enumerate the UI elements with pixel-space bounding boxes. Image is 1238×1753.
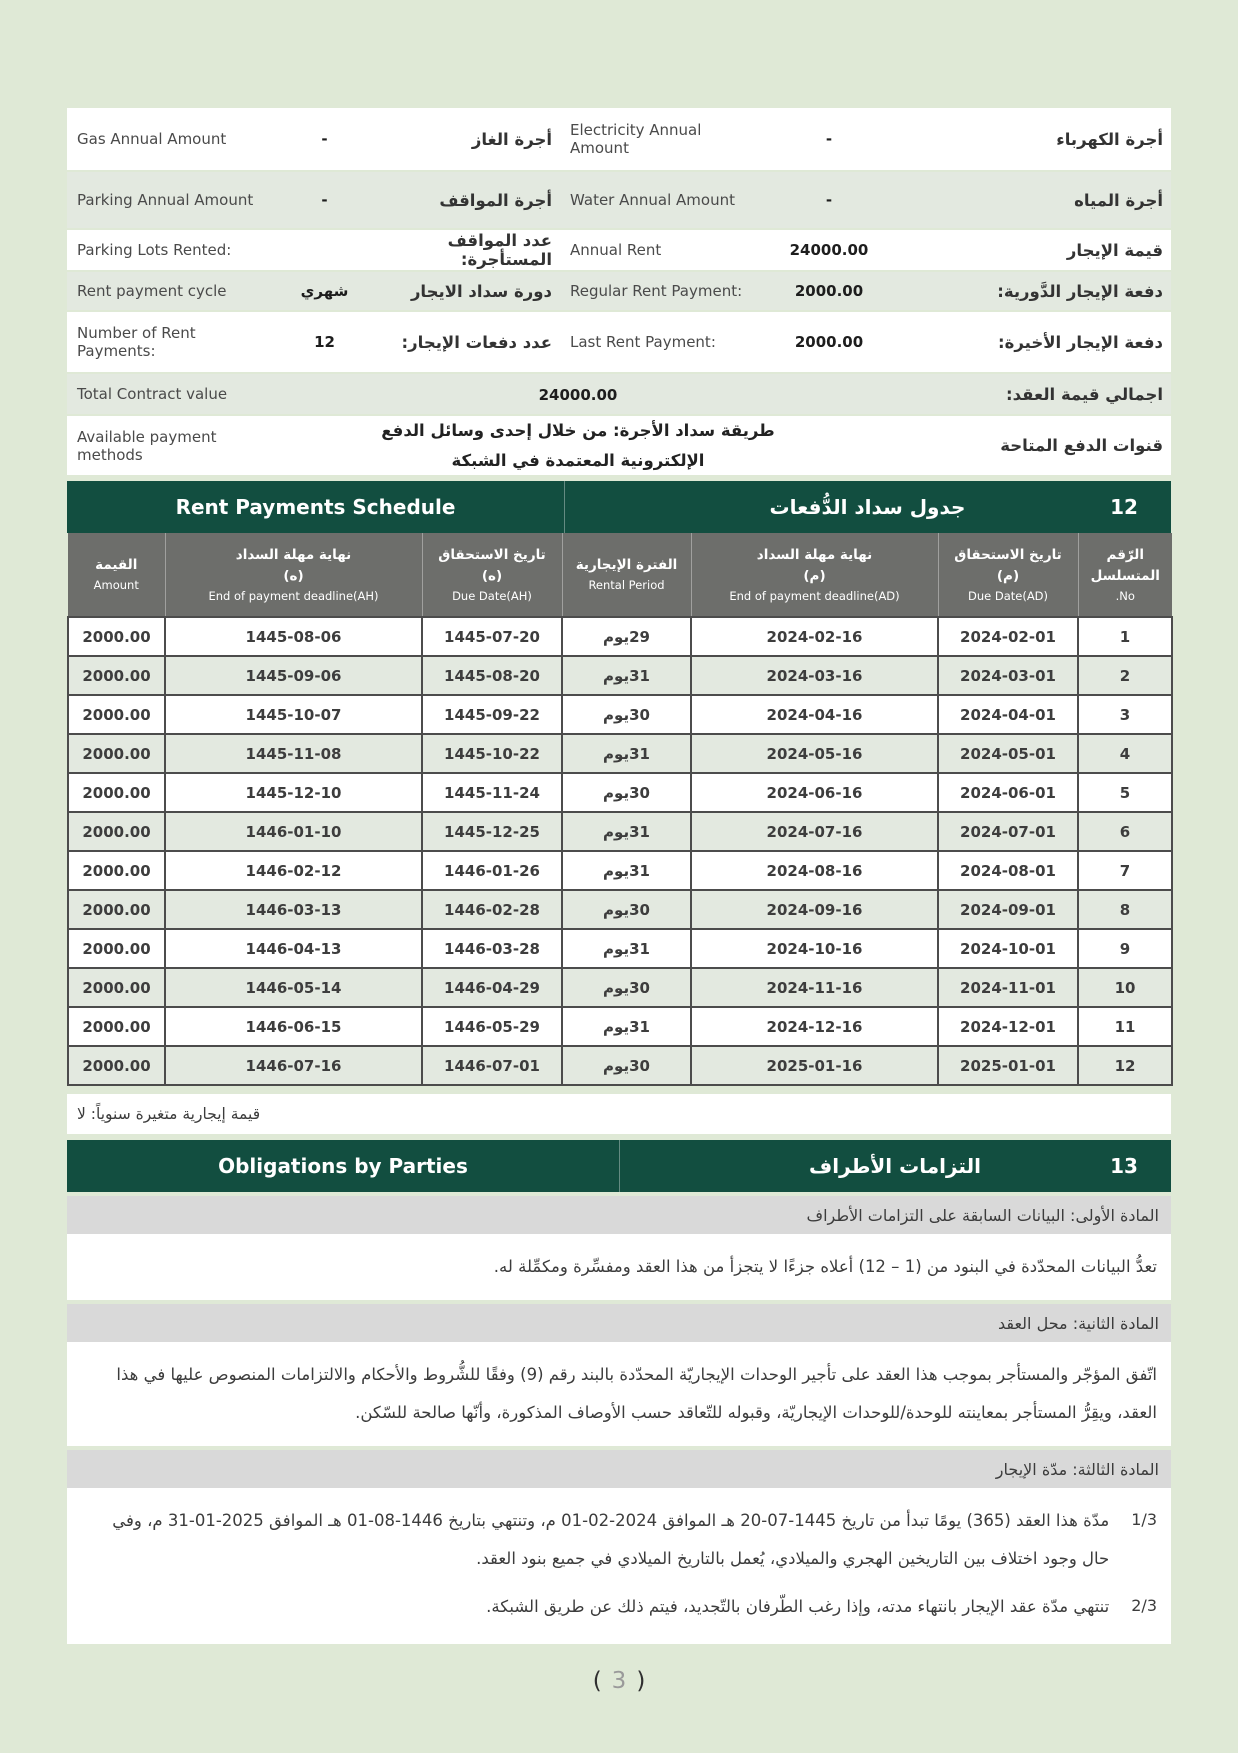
- column-title-en: Rental Period: [588, 578, 665, 593]
- column-title-ar: الفترة الإيجارية: [575, 557, 678, 574]
- schedule-row: [68, 617, 1172, 656]
- articles-block: [67, 1196, 1171, 1644]
- field-label-en: Gas Annual Amount: [77, 130, 227, 148]
- schedule-cell: 31يوم: [562, 734, 691, 773]
- schedule-cell: 5: [1078, 773, 1172, 812]
- schedule-row: [68, 1007, 1172, 1046]
- footer-page-number: 3: [611, 1668, 627, 1694]
- schedule-cell: 1445-10-07: [165, 695, 422, 734]
- schedule-cell: 2000.00: [68, 695, 165, 734]
- schedule-cell: 1446-04-29: [422, 968, 562, 1007]
- schedule-cell: 2024-05-01: [938, 734, 1078, 773]
- schedule-cell: 2000.00: [68, 1046, 165, 1085]
- methods-label-en: Available payment methods: [77, 427, 217, 464]
- schedule-cell: 31يوم: [562, 812, 691, 851]
- schedule-cell: 1445-07-20: [422, 617, 562, 656]
- schedule-cell: 2024-09-01: [938, 890, 1078, 929]
- field-label-en: Parking Lots Rented:: [77, 241, 232, 259]
- schedule-row: [68, 812, 1172, 851]
- schedule-cell: 29يوم: [562, 617, 691, 656]
- schedule-cell: 2000.00: [68, 968, 165, 1007]
- field-row: [67, 272, 1171, 310]
- schedule-cell: 30يوم: [562, 1046, 691, 1085]
- schedule-cell: 2024-12-01: [938, 1007, 1078, 1046]
- total-label-en: Total Contract value: [77, 385, 228, 403]
- schedule-cell: 2000.00: [68, 773, 165, 812]
- column-title-en: End of payment deadline(AD): [729, 588, 900, 603]
- column-title-ar-suffix: (ه): [481, 567, 503, 584]
- field-value: -: [321, 191, 328, 209]
- field-label-en: Number of Rent Payments:: [77, 324, 196, 360]
- schedule-cell: 2025-01-01: [938, 1046, 1078, 1085]
- clause-row: [81, 1502, 1157, 1578]
- schedule-column-header: [422, 533, 562, 617]
- field-label-en: Regular Rent Payment:: [570, 282, 743, 300]
- field-label-en: Last Rent Payment:: [570, 333, 716, 351]
- field-value: 2000.00: [794, 282, 864, 300]
- methods-value: طريقة سداد الأجرة: من خلال إحدى وسائل الدفع الإلكترونية المعتمدة في الشبكة: [381, 421, 775, 470]
- header-divider: [564, 481, 565, 533]
- field-label-ar: دفعة الإيجار الدَّورية:: [997, 281, 1163, 301]
- schedule-cell: 2024-08-16: [691, 851, 938, 890]
- schedule-cell: 2024-10-01: [938, 929, 1078, 968]
- schedule-cell: 3: [1078, 695, 1172, 734]
- column-title-ar: تاريخ الاستحقاق: [954, 546, 1062, 563]
- column-title-ar-suffix: (م): [803, 567, 826, 584]
- variable-rent-note: قيمة إيجارية متغيرة سنوياً: لا: [67, 1094, 1171, 1134]
- article-heading: المادة الأولى: البيانات السابقة على التزامات الأطراف: [67, 1196, 1171, 1234]
- field-row: [67, 108, 1171, 170]
- footer-paren-close: ): [636, 1668, 646, 1694]
- schedule-cell: 1446-07-16: [165, 1046, 422, 1085]
- schedule-section-number: 12: [1110, 495, 1138, 520]
- schedule-cell: 2024-11-01: [938, 968, 1078, 1007]
- field-label-en: Parking Annual Amount: [77, 191, 254, 209]
- schedule-row: [68, 968, 1172, 1007]
- schedule-cell: 30يوم: [562, 695, 691, 734]
- schedule-cell: 1446-02-12: [165, 851, 422, 890]
- schedule-column-header: [68, 533, 165, 617]
- schedule-column-header: [562, 533, 691, 617]
- schedule-cell: 2024-08-01: [938, 851, 1078, 890]
- column-title-ar: القيمة: [95, 557, 138, 574]
- schedule-cell: 2024-06-16: [691, 773, 938, 812]
- column-title-en: Amount: [93, 578, 139, 593]
- schedule-cell: 2000.00: [68, 812, 165, 851]
- schedule-cell: 2000.00: [68, 734, 165, 773]
- schedule-cell: 1446-05-14: [165, 968, 422, 1007]
- clauses-block: [67, 1488, 1171, 1644]
- schedule-cell: 1: [1078, 617, 1172, 656]
- schedule-cell: 2024-11-16: [691, 968, 938, 1007]
- field-value: 24000.00: [789, 241, 869, 259]
- fields-block: [67, 108, 1171, 372]
- schedule-cell: 8: [1078, 890, 1172, 929]
- schedule-row: [68, 1046, 1172, 1085]
- column-title-en: .No: [1115, 588, 1135, 603]
- field-value: -: [825, 191, 833, 209]
- page-footer: [67, 1668, 1171, 1694]
- schedule-cell: 31يوم: [562, 656, 691, 695]
- obligations-title-ar: التزامات الأطراف: [809, 1154, 981, 1179]
- clause-text: تنتهي مدّة عقد الإيجار بانتهاء مدته، وإذا رغب الطّرفان بالتّجديد، فيتم ذلك عن طريق الشبكة.: [486, 1597, 1110, 1617]
- schedule-cell: 31يوم: [562, 851, 691, 890]
- schedule-cell: 4: [1078, 734, 1172, 773]
- field-label-en: Electricity Annual Amount: [570, 121, 702, 157]
- schedule-cell: 1445-10-22: [422, 734, 562, 773]
- schedule-column-header: [165, 533, 422, 617]
- clause-number: 2/3: [1131, 1596, 1157, 1616]
- column-title-ar: الرّقم المتسلسل: [1090, 546, 1160, 584]
- schedule-row: [68, 929, 1172, 968]
- article-body: تعدُّ البيانات المحدّدة في البنود من (1 – 12) أعلاه جزءًا لا يتجزأ من هذا العقد ومفسِّرة ومكمِّلة له.: [67, 1234, 1171, 1300]
- contract-page: [67, 108, 1171, 1694]
- schedule-cell: 1445-12-25: [422, 812, 562, 851]
- schedule-table: [67, 533, 1173, 1086]
- schedule-cell: 1445-11-24: [422, 773, 562, 812]
- schedule-cell: 2024-04-01: [938, 695, 1078, 734]
- schedule-section-header: [67, 481, 1171, 533]
- schedule-cell: 2024-03-01: [938, 656, 1078, 695]
- obligations-section-number: 13: [1110, 1154, 1138, 1179]
- schedule-cell: 2000.00: [68, 1007, 165, 1046]
- schedule-column-header: [691, 533, 938, 617]
- footer-paren-open: (: [592, 1668, 602, 1694]
- schedule-cell: 6: [1078, 812, 1172, 851]
- field-label-ar: أجرة المياه: [1074, 190, 1163, 210]
- field-row: [67, 230, 1171, 270]
- methods-label-ar: قنوات الدفع المتاحة: [1000, 436, 1163, 456]
- schedule-row: [68, 656, 1172, 695]
- schedule-row: [68, 851, 1172, 890]
- article-heading: المادة الثالثة: مدّة الإيجار: [67, 1450, 1171, 1488]
- schedule-title-ar: جدول سداد الدُّفعات: [769, 495, 966, 520]
- schedule-cell: 1446-01-26: [422, 851, 562, 890]
- schedule-cell: 1445-08-20: [422, 656, 562, 695]
- field-label-ar: أجرة الغاز: [471, 129, 552, 149]
- schedule-cell: 9: [1078, 929, 1172, 968]
- field-row: [67, 172, 1171, 228]
- schedule-cell: 1446-03-13: [165, 890, 422, 929]
- field-label-ar: دفعة الإيجار الأخيرة:: [998, 332, 1163, 352]
- payment-methods-row: [67, 416, 1171, 475]
- obligations-section-header: [67, 1140, 1171, 1192]
- article-heading: المادة الثانية: محل العقد: [67, 1304, 1171, 1342]
- schedule-cell: 1446-06-15: [165, 1007, 422, 1046]
- schedule-cell: 1446-03-28: [422, 929, 562, 968]
- field-label-ar: عدد المواقف المستأجرة:: [447, 231, 552, 269]
- schedule-column-header: [1078, 533, 1172, 617]
- field-value: -: [321, 130, 328, 148]
- obligations-title-en: Obligations by Parties: [218, 1154, 468, 1179]
- schedule-cell: 1446-04-13: [165, 929, 422, 968]
- field-row: [67, 312, 1171, 372]
- schedule-cell: 1445-11-08: [165, 734, 422, 773]
- schedule-cell: 2000.00: [68, 656, 165, 695]
- field-label-ar: عدد دفعات الإيجار:: [401, 332, 552, 352]
- schedule-row: [68, 734, 1172, 773]
- schedule-cell: 2000.00: [68, 929, 165, 968]
- schedule-cell: 2000.00: [68, 617, 165, 656]
- clause-row: [81, 1588, 1157, 1626]
- schedule-cell: 1445-12-10: [165, 773, 422, 812]
- schedule-cell: 7: [1078, 851, 1172, 890]
- schedule-row: [68, 695, 1172, 734]
- schedule-cell: 2024-03-16: [691, 656, 938, 695]
- column-title-ar: نهاية مهلة السداد: [756, 546, 873, 563]
- field-value: -: [825, 130, 833, 148]
- schedule-cell: 10: [1078, 968, 1172, 1007]
- total-value: 24000.00: [538, 385, 618, 404]
- column-title-en: End of payment deadline(AH): [208, 588, 379, 603]
- schedule-title-en: Rent Payments Schedule: [175, 495, 456, 520]
- clause-text: مدّة هذا العقد (365) يومًا تبدأ من تاريخ 1445-07-20 هـ الموافق 2024-02-01 م، وتنتهي بتاريخ 1446-08-01 هـ الموافق 2025-01-31 م، وفي حال وجود اختلاف بين التاريخين الهجري والميلادي، يُعمل بالتاريخ الميلادي في جميع بنود العقد.: [112, 1511, 1110, 1569]
- column-title-ar: نهاية مهلة السداد: [235, 546, 352, 563]
- schedule-cell: 31يوم: [562, 929, 691, 968]
- schedule-cell: 2: [1078, 656, 1172, 695]
- schedule-cell: 2024-09-16: [691, 890, 938, 929]
- schedule-body: [68, 617, 1172, 1085]
- field-value: 12: [314, 333, 335, 351]
- schedule-cell: 1446-02-28: [422, 890, 562, 929]
- total-contract-row: [67, 374, 1171, 414]
- field-label-ar: أجرة الكهرباء: [1056, 129, 1163, 149]
- schedule-cell: 2024-02-01: [938, 617, 1078, 656]
- schedule-cell: 30يوم: [562, 968, 691, 1007]
- header-divider: [619, 1140, 620, 1192]
- schedule-row: [68, 773, 1172, 812]
- field-label-en: Rent payment cycle: [77, 282, 227, 300]
- field-label-ar: أجرة المواقف: [439, 190, 552, 210]
- schedule-cell: 2000.00: [68, 851, 165, 890]
- schedule-cell: 2025-01-16: [691, 1046, 938, 1085]
- schedule-cell: 1446-07-01: [422, 1046, 562, 1085]
- schedule-cell: 2024-07-16: [691, 812, 938, 851]
- schedule-cell: 31يوم: [562, 1007, 691, 1046]
- schedule-cell: 2024-04-16: [691, 695, 938, 734]
- column-title-ar: تاريخ الاستحقاق: [438, 546, 546, 563]
- total-label-ar: اجمالي قيمة العقد:: [1006, 384, 1163, 404]
- field-label-en: Annual Rent: [570, 241, 662, 259]
- clause-number: 1/3: [1131, 1510, 1157, 1530]
- schedule-cell: 2024-12-16: [691, 1007, 938, 1046]
- schedule-cell: 1445-09-22: [422, 695, 562, 734]
- schedule-cell: 2024-05-16: [691, 734, 938, 773]
- schedule-header-row: [68, 533, 1172, 617]
- schedule-cell: 1446-01-10: [165, 812, 422, 851]
- schedule-column-header: [938, 533, 1078, 617]
- article-body: اتّفق المؤجّر والمستأجر بموجب هذا العقد على تأجير الوحدات الإيجاريّة المحدّدة بالبند رقم (9) وفقًا للشُّروط والأحكام والالتزامات المنصوص عليها في هذا العقد، ويقِرُّ المستأجر بمعاينته للوحدة/للوحدات الإيجاريّة، وقبوله للتّعاقد حسب الأوصاف المذكورة، وأنّها صالحة للسّكن.: [67, 1342, 1171, 1446]
- field-label-ar: دورة سداد الايجار: [410, 281, 552, 301]
- schedule-cell: 2024-06-01: [938, 773, 1078, 812]
- schedule-cell: 30يوم: [562, 773, 691, 812]
- schedule-cell: 2024-07-01: [938, 812, 1078, 851]
- schedule-header: [68, 533, 1172, 617]
- field-value: شهري: [300, 282, 349, 300]
- schedule-cell: 11: [1078, 1007, 1172, 1046]
- column-title-en: Due Date(AD): [967, 588, 1049, 603]
- field-label-en: Water Annual Amount: [570, 191, 735, 209]
- schedule-cell: 1445-09-06: [165, 656, 422, 695]
- field-value: 2000.00: [794, 333, 864, 351]
- schedule-cell: 2024-02-16: [691, 617, 938, 656]
- schedule-cell: 1445-08-06: [165, 617, 422, 656]
- schedule-cell: 12: [1078, 1046, 1172, 1085]
- schedule-cell: 2024-10-16: [691, 929, 938, 968]
- schedule-row: [68, 890, 1172, 929]
- field-label-ar: قيمة الإيجار: [1066, 240, 1163, 260]
- column-title-en: Due Date(AH): [452, 588, 532, 603]
- schedule-cell: 1446-05-29: [422, 1007, 562, 1046]
- column-title-ar-suffix: (ه): [283, 567, 304, 584]
- schedule-cell: 30يوم: [562, 890, 691, 929]
- column-title-ar-suffix: (م): [996, 567, 1020, 584]
- schedule-cell: 2000.00: [68, 890, 165, 929]
